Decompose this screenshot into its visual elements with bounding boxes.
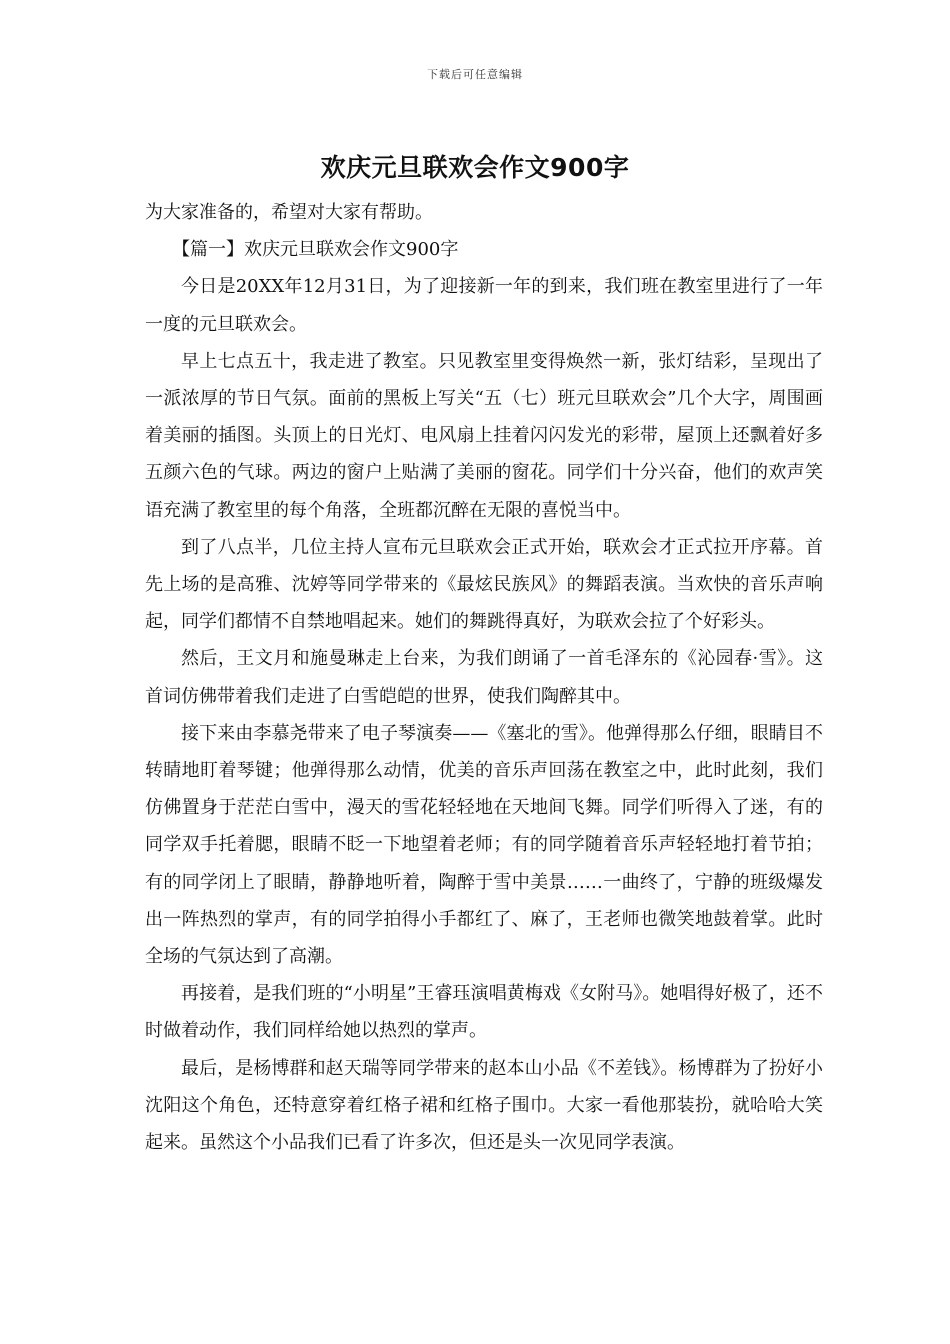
body-paragraph-1: 今日是20XX年12月31日，为了迎接新一年的到来，我们班在教室里进行了一年一度的元旦联欢会。 [145,276,823,335]
body-paragraph-3: 到了八点半，几位主持人宣布元旦联欢会正式开始，联欢会才正式拉开序幕。首先上场的是高雅、沈婷等同学带来的《最炫民族风》的舞蹈表演。当欢快的音乐声响起，同学们都情不自禁地唱起来。她们的舞跳得真好，为联欢会拉了个好彩头。 [145,536,823,633]
body-paragraph-7: 最后，是杨博群和赵天瑞等同学带来的赵本山小品《不差钱》。杨博群为了扮好小沈阳这个角色，还特意穿着红格子裙和红格子围巾。大家一看他那装扮，就哈哈大笑起来。虽然这个小品我们已看了许多次，但还是头一次见同学表演。 [145,1057,823,1154]
section-heading: 【篇一】欢庆元旦联欢会作文900字 [172,239,459,261]
header-note: 下载后可任意编辑 [427,68,523,81]
body-paragraph-6: 再接着，是我们班的“小明星”王睿珏演唱黄梅戏《女附马》。她唱得好极了，还不时做着动作，我们同样给她以热烈的掌声。 [145,983,823,1042]
body-paragraph-4: 然后，王文月和施曼琳走上台来，为我们朗诵了一首毛泽东的《沁园春·雪》。这首词仿佛带着我们走进了白雪皑皑的世界，使我们陶醉其中。 [145,648,823,707]
document-body [145,194,823,1161]
intro-paragraph: 为大家准备的，希望对大家有帮助。 [145,202,433,223]
body-paragraph-2: 早上七点五十，我走进了教室。只见教室里变得焕然一新，张灯结彩，呈现出了一派浓厚的节日气氛。面前的黑板上写关“五（七）班元旦联欢会”几个大字，周围画着美丽的插图。头顶上的日光灯、电风扇上挂着闪闪发光的彩带，屋顶上还飘着好多五颜六色的气球。两边的窗户上贴满了美丽的窗花。同学们十分兴奋，他们的欢声笑语充满了教室里的每个角落，全班都沉醉在无限的喜悦当中。 [145,350,823,521]
body-paragraph-5: 接下来由李慕尧带来了电子琴演奏——《塞北的雪》。他弹得那么仔细，眼睛目不转睛地盯着琴键；他弹得那么动情，优美的音乐声回荡在教室之中，此时此刻，我们仿佛置身于茫茫白雪中，漫天的雪花轻轻地在天地间飞舞。同学们听得入了迷，有的同学双手托着腮，眼睛不眨一下地望着老师；有的同学随着音乐声轻轻地打着节拍；有的同学闭上了眼睛，静静地听着，陶醉于雪中美景……一曲终了，宁静的班级爆发出一阵热烈的掌声，有的同学拍得小手都红了、麻了，王老师也微笑地鼓着掌。此时全场的气氛达到了高潮。 [145,722,823,968]
document-title: 欢庆元旦联欢会作文900字 [320,153,630,182]
